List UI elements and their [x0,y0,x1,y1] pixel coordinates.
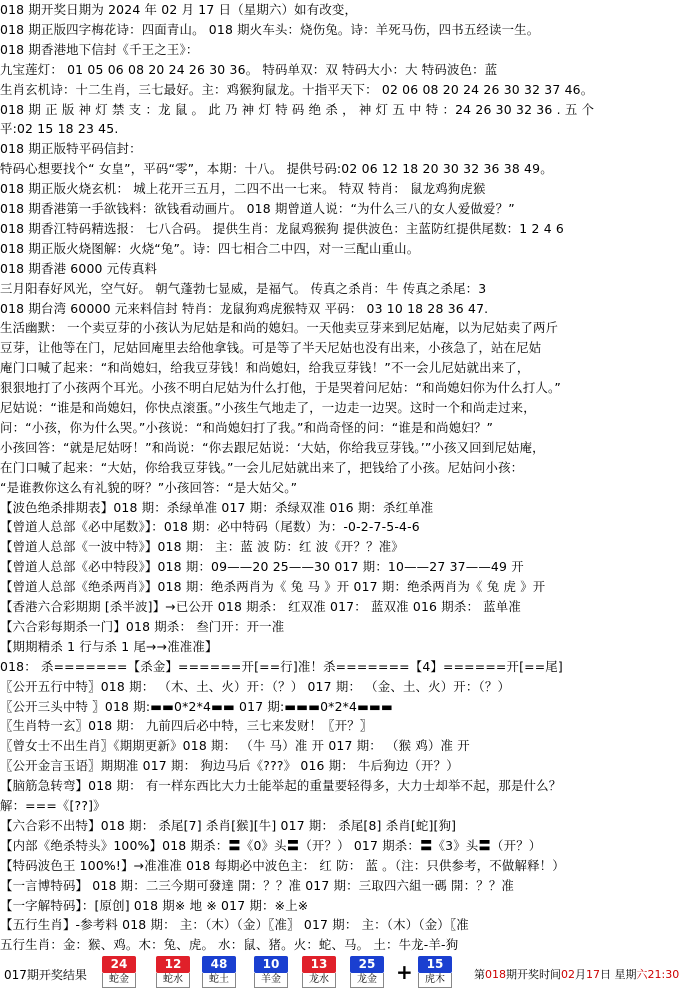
result-ball-number: 48 [202,956,236,973]
text-line: 018 期开奖日期为 2024 年 02 月 17 日（星期六）如有改变， [0,2,358,17]
text-line: 生肖玄机诗：十二生肖，三七最好。主：鸡猴狗鼠龙。十指平天下： 02 06 08 20 24 26 30 32 37 46。 [0,81,594,97]
text-line: 018 期香江特码精选报： 七八合码。 提供生肖：龙鼠鸡猴狗 提供波色：主蓝防红提供尾数：1 2 4 6 [0,220,564,236]
text-line: 018 期香港地下信封《千王之王》： [0,41,199,57]
result-ball-tag: 蛇水 [156,973,190,988]
result-ball-number: 25 [350,956,384,973]
result-ball-tag: 蛇金 [102,973,136,988]
result-ball-number: 13 [302,956,336,973]
text-line: 豆芽，让他等在门，尼姑回庵里去给他拿钱。可是等了半天尼姑也没有出来，小孩急了，站在尼姑 [0,340,542,356]
text-line: 【六合彩每期杀一门】018 期杀： 叁门开：开一准 [0,618,285,634]
text-line: 018 期香港第一手欲钱料：欲钱看动画片。 018 期曾道人说：“为什么三八的女人爱做爱？” [0,201,515,216]
result-ball [350,956,384,988]
text-line: 在门口喊了起来：“大姑，你给我豆芽钱。”一会儿尼姑就出来了，把钱给了小孩。尼姑问小孩： [0,459,524,475]
text-line: 三月阳春好风光，空气好。 朝气蓬勃七显威，是福气。 传真之杀肖：牛 传真之杀尾：3 [0,280,487,296]
next-draw-time: 第018期开奖时间02月17日 星期六21:30 [474,968,680,981]
text-line: 生活幽默： 一个卖豆芽的小孩认为尼姑是和尚的媳妇。一天他卖豆芽来到尼姑庵，以为尼姑卖了两斤 [0,320,559,336]
text-line: 【曾道人总部《必中特段》】018 期：09——20 25——30 017 期：10——27 37——49 开 [0,559,524,575]
result-ball [254,956,288,988]
result-ball-tag: 蛇土 [202,973,236,988]
result-ball-number: 12 [156,956,190,973]
text-line: 【曾道人总部《必中尾数》】：018 期：必中特码（尾数）为：-0-2-7-5-4-6 [0,519,420,535]
result-ball-tag: 龙金 [350,973,384,988]
text-line: 【一字解特码】：[原创] 018 期※ 地 ※ 017 期：※上※ [0,897,309,913]
text-line: 【期期精杀 1 行与杀 1 尾→→准准准】 [0,638,218,654]
text-line: 庵门口喊了起来：“和尚媳妇，给我豆芽钱！和尚媳妇，给我豆芽钱！”不一会儿尼姑就出来了， [0,360,530,376]
text-line: 018： 杀=======【杀金】======开[==行]准！杀=======【4】======开[==尾] [0,658,563,674]
text-line: 五行生肖：金：猴、鸡。木：兔、虎。 水：鼠、猪。火：蛇、马。 土：牛龙-羊-狗 [0,937,459,953]
text-line: 【五行生肖】-参考料 018 期： 主：（木）（金）〖准〗 017 期： 主：（木）（金）〖准 [0,917,469,933]
text-line: 小孩回答：“就是尼姑呀！”和尚说：“你去跟尼姑说：‘大姑，你给我豆芽钱。’”小孩又回到尼姑庵， [0,439,545,455]
result-ball-number: 24 [102,956,136,973]
text-line: 018 期正版火烧玄机： 城上花开三五月，二四不出一七来。 特双 特肖： 鼠龙鸡狗虎猴 [0,181,486,197]
text-line: 〖曾女士不出生肖〗《期期更新》018 期： （牛 马）准 开 017 期： （猴 鸡）准 开 [0,738,470,754]
text-line: 九宝莲灯： 01 05 06 08 20 24 26 30 36。 特码单双：双 特码大小：大 特码波色：蓝 [0,61,498,77]
text-line: 〖公开五行中特〗018 期： （木、土、火）开：（？） 017 期： （金、土、火）开：（？） [0,678,511,694]
text-line: 018 期正版特平码信封： [0,141,142,157]
text-line: 〖公开金言玉语〗期期准 017 期： 狗边马后《???》 016 期： 牛后狗边（开？） [0,758,459,774]
text-line: 018 期香港 6000 元传真料 [0,260,158,276]
text-line: 【曾道人总部《一波中特》】018 期： 主：蓝 波 防：红 波《开？？准》 [0,539,404,555]
text-line: 特码心想要找个“ 女皇”，平码“零”，本期：十八。 提供号码:02 06 12 18 20 30 32 36 38 49。 [0,161,553,177]
text-line: 解：===《[??]》 [0,798,106,813]
text-line: 〖生肖特一玄〗018 期： 九前四后必中特，三七来发财！〖开？〗 [0,718,373,734]
result-ball-number: 15 [418,956,452,973]
text-line: 【特码波色王 100%!】→准准准 018 每期必中波色主： 红 防： 蓝 。（注：只供参考，不做解释！） [0,857,565,873]
result-ball [156,956,190,988]
text-line: 【波色绝杀排期表】018 期：杀绿单准 017 期：杀绿双准 016 期：杀红单准 [0,499,434,515]
result-ball [202,956,236,988]
text-line: 平:02 15 18 23 45. [0,121,119,137]
text-line: “是谁教你这么有礼貌的呀？”小孩回答：“是大姑父。” [0,479,298,495]
text-line: 【脑筋急转弯】018 期： 有一样东西比大力士能举起的重量要轻得多，大力士却举不起，那是什么？ [0,778,562,794]
text-line: 【六合彩不出特】018 期： 杀尾[7] 杀肖[猴][牛] 017 期： 杀尾[8] 杀肖[蛇][狗] [0,817,457,833]
text-line: 【内部《绝杀特头》100%】018 期杀：〓《0》头〓（开？） 017 期杀：〓《3》头〓（开？） [0,837,542,853]
text-line: 狠狠地打了小孩两个耳光。小孩不明白尼姑为什么打他，于是哭着问尼姑：“和尚媳妇你为什么打人。” [0,380,562,396]
text-line: 〖公开三头中特 〗018 期:▬▬0*2*4▬▬ 017 期:▬▬▬0*2*4▬▬▬ [0,698,393,714]
result-ball-tag: 龙水 [302,973,336,988]
text-line: 【香港六合彩期期 [杀半波]】→已公开 018 期杀： 红双准 017： 蓝双准 016 期杀： 蓝单准 [0,599,521,614]
text-line: 尼姑说：“谁是和尚媳妇，你快点滚蛋。”小孩生气地走了，一边走一边哭。这时一个和尚走过来， [0,400,536,415]
text-line: 问：“小孩，你为什么哭。”小孩说：“和尚媳妇打了我。”和尚奇怪的问：“谁是和尚媳妇？” [0,419,494,435]
result-ball [418,956,452,988]
result-ball-tag: 虎木 [418,973,452,988]
draw-result-bar [0,956,688,992]
plus-sign: + [396,960,413,984]
text-line: 【曾道人总部《绝杀两肖》】018 期：绝杀两肖为《 兔 马 》开 017 期：绝杀两肖为《 兔 虎 》开 [0,579,546,595]
text-line: 018 期 正 版 神 灯 禁 支 ：龙 鼠 。 此 乃 神 灯 特 码 绝 杀 ， 神 灯 五 中 特 ：24 26 30 32 36 . 五 个 [0,101,595,117]
result-ball [102,956,136,988]
result-ball [302,956,336,988]
text-line: 018 期台湾 60000 元来料信封 特肖：龙鼠狗鸡虎猴特双 平码： 03 10 18 28 36 47. [0,300,489,316]
result-ball-number: 10 [254,956,288,973]
result-ball-tag: 羊金 [254,973,288,988]
text-line: 018 期正版四字梅花诗：四面青山。 018 期火车头：烧伤兔。诗：羊死马伤，四书五经读一生。 [0,21,540,37]
draw-result-label: 017期开奖结果 [4,968,87,982]
text-line: 018 期正版火烧图解：火烧“兔”。诗：四七相合二中四，对一三配山重山。 [0,240,420,256]
text-line: 【一言博特码】 018 期：二三今期可發達 開：？？准 017 期：三取四六組一碼 開：？？准 [0,877,515,893]
